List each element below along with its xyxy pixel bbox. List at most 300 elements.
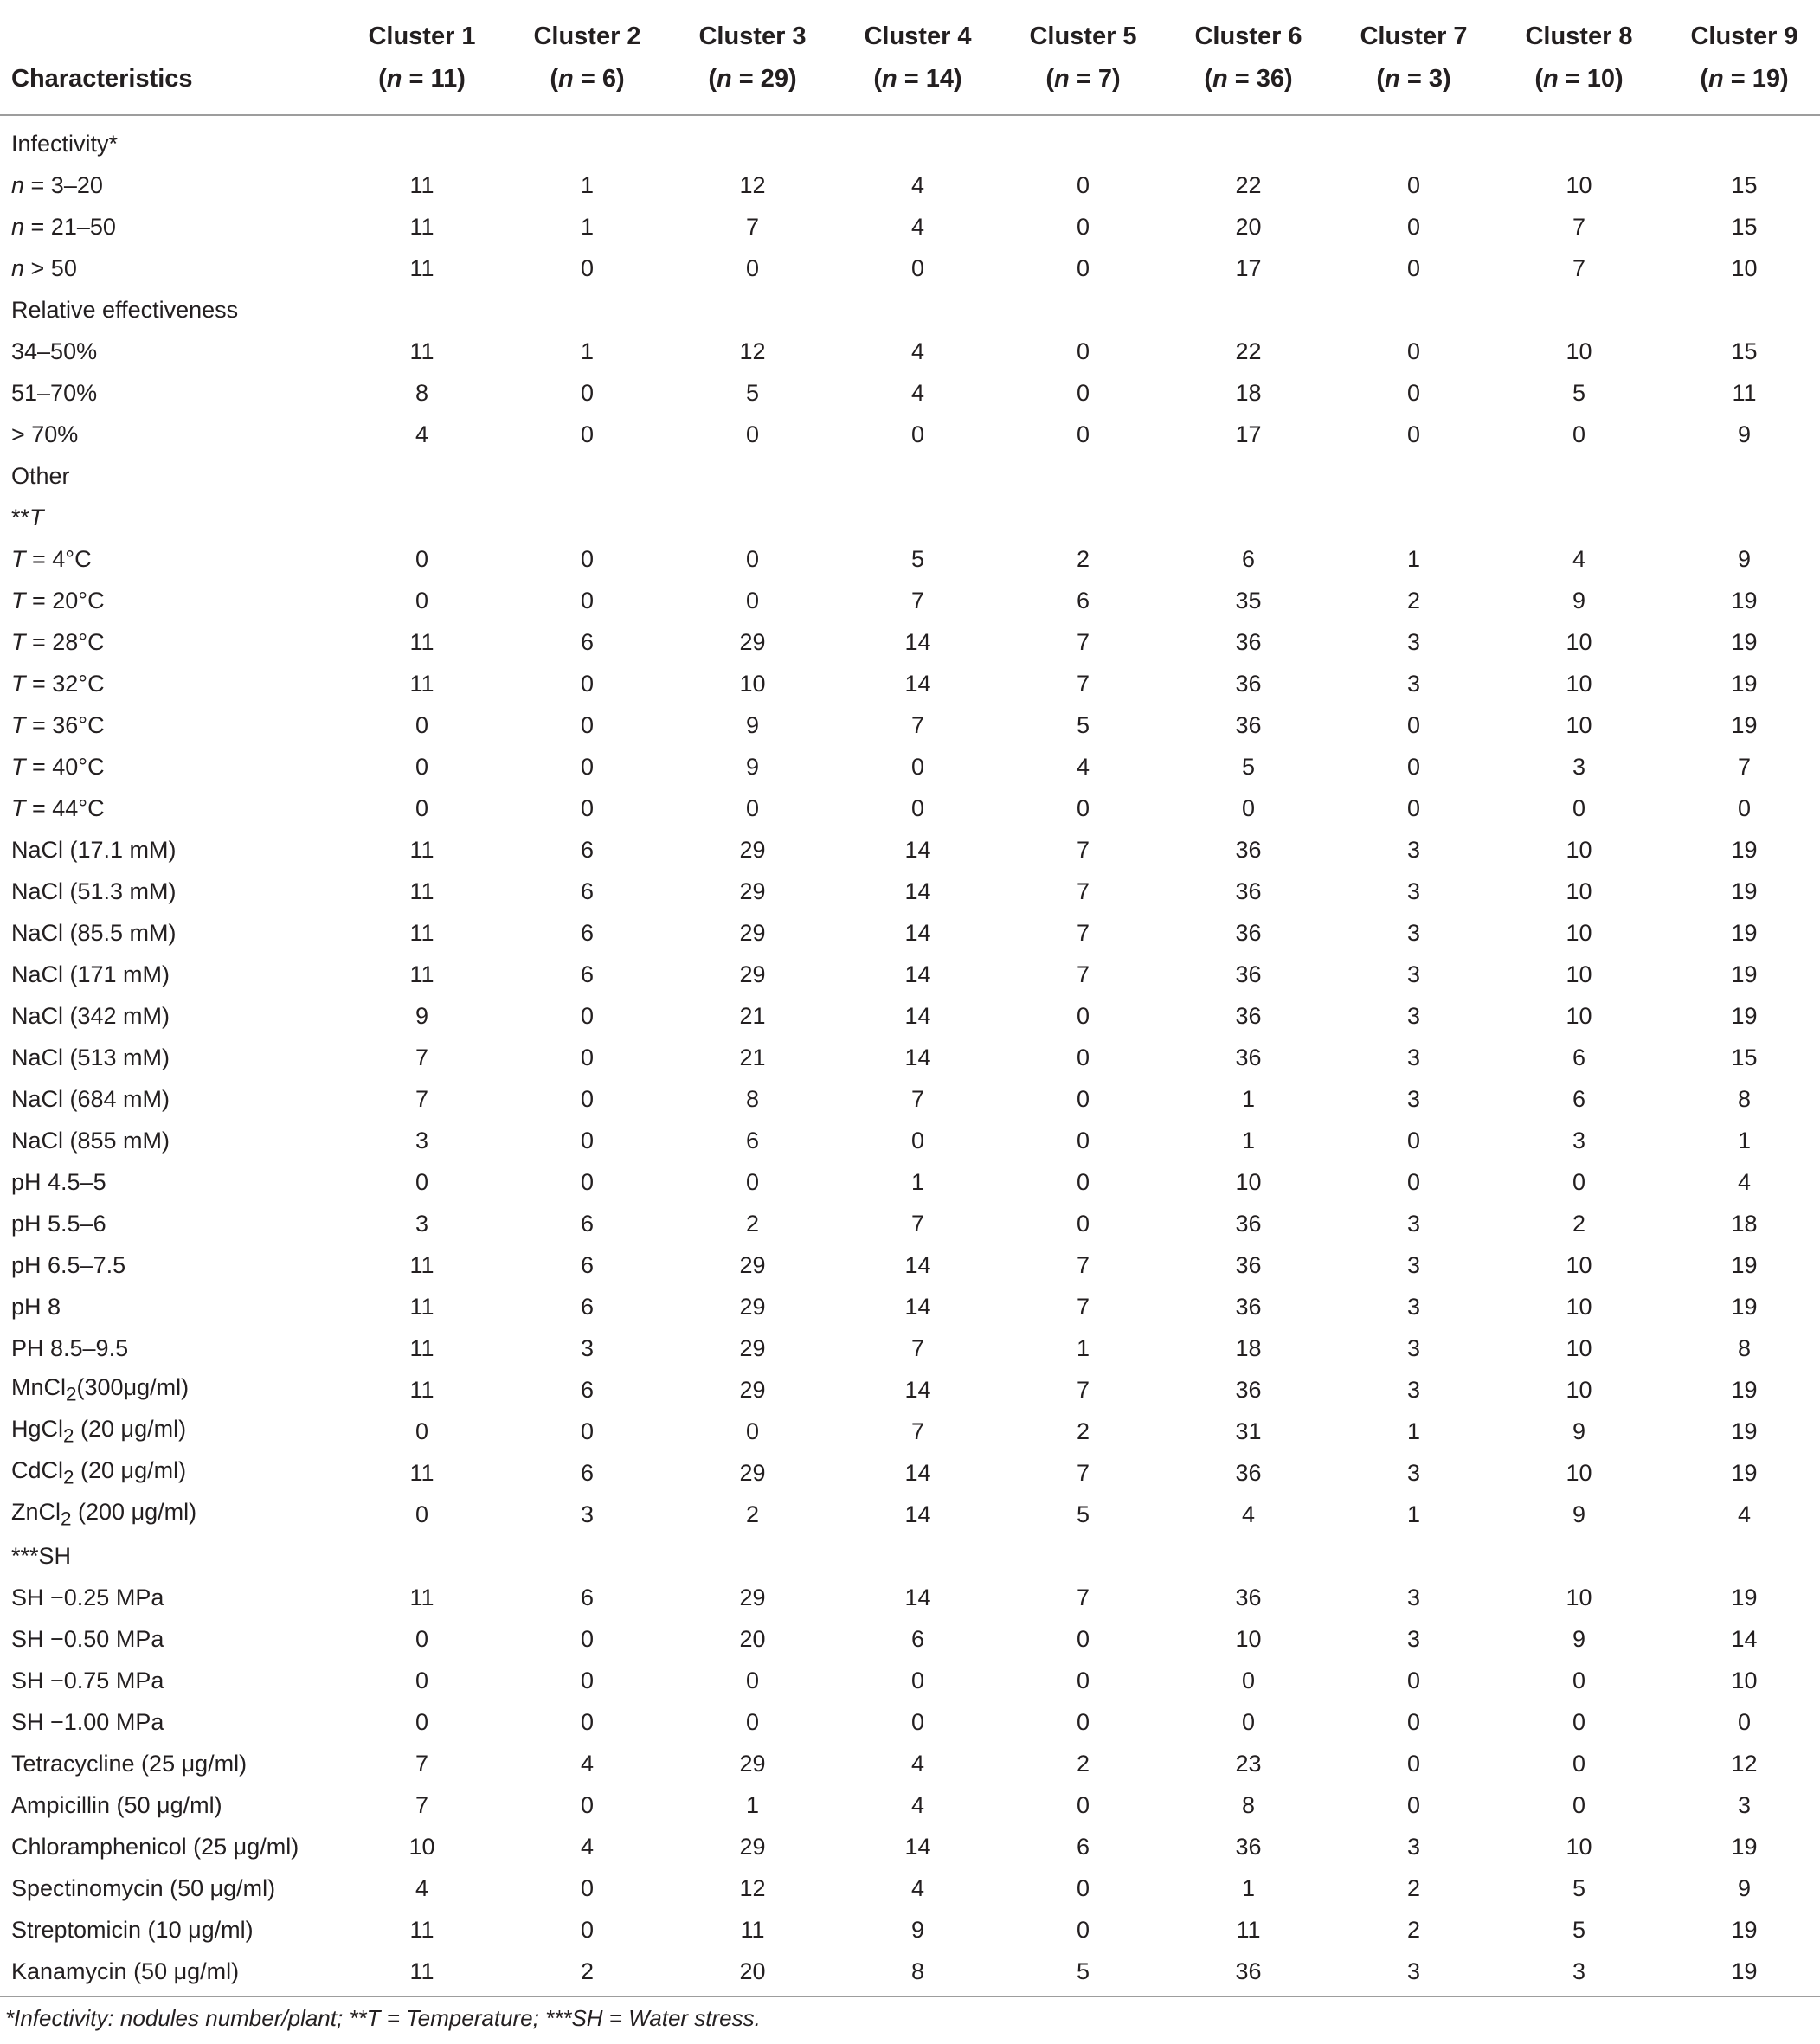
cell-cluster-9: 15 — [1731, 337, 1758, 364]
cell-cluster-2: 1 — [580, 171, 595, 198]
cell-cluster-9: 19 — [1731, 1002, 1758, 1029]
cell-cluster-3: 2 — [745, 1501, 760, 1527]
cell-cluster-7: 3 — [1406, 877, 1421, 904]
characteristics-header: Characteristics — [0, 58, 339, 115]
cell-cluster-8: 2 — [1572, 1210, 1586, 1237]
cell-cluster-4 — [835, 1535, 1000, 1577]
cell-cluster-2: 6 — [580, 1210, 595, 1237]
cell-cluster-8: 10 — [1566, 1334, 1592, 1361]
cell-cluster-8: 10 — [1566, 836, 1592, 863]
table-row — [0, 1452, 1820, 1494]
cell-cluster-9: 19 — [1731, 628, 1758, 655]
row-label: T = 44°C — [11, 794, 105, 821]
cell-cluster-4: 4 — [910, 171, 925, 198]
row-label: Chloramphenicol (25 μg/ml) — [11, 1833, 299, 1860]
cluster-header-3: Cluster 3 — [698, 22, 807, 50]
cell-cluster-8: 0 — [1572, 1750, 1586, 1777]
cell-cluster-7: 3 — [1406, 836, 1421, 863]
cell-cluster-8: 0 — [1572, 1168, 1586, 1195]
cluster-header-7: Cluster 7 — [1360, 22, 1468, 50]
cell-cluster-2: 6 — [580, 1293, 595, 1320]
cell-cluster-4: 4 — [910, 337, 925, 364]
cell-cluster-6: 4 — [1241, 1501, 1256, 1527]
cell-cluster-3: 0 — [745, 254, 760, 281]
cell-cluster-6: 36 — [1235, 919, 1262, 946]
cell-cluster-2: 0 — [580, 421, 595, 447]
cell-cluster-5: 7 — [1076, 1376, 1090, 1403]
cell-cluster-6: 36 — [1235, 711, 1262, 738]
cell-cluster-1: 11 — [409, 1251, 434, 1278]
cell-cluster-6: 36 — [1235, 1044, 1262, 1070]
cell-cluster-5: 0 — [1076, 1002, 1090, 1029]
cell-cluster-4: 4 — [910, 1791, 925, 1818]
cell-cluster-8: 9 — [1572, 1625, 1586, 1652]
cell-cluster-6: 10 — [1235, 1625, 1262, 1652]
cell-cluster-2: 0 — [580, 254, 595, 281]
cell-cluster-3: 1 — [745, 1791, 760, 1818]
table-row — [0, 1161, 1820, 1203]
cell-cluster-6: 36 — [1235, 877, 1262, 904]
cell-cluster-1: 7 — [415, 1750, 429, 1777]
table-header — [0, 0, 1820, 115]
cell-cluster-6: 36 — [1235, 1584, 1262, 1610]
cell-cluster-2 — [505, 497, 670, 538]
cell-cluster-7: 0 — [1406, 1127, 1421, 1154]
cell-cluster-9: 12 — [1731, 1750, 1758, 1777]
table-row — [0, 704, 1820, 746]
cell-cluster-1: 11 — [409, 337, 434, 364]
cell-cluster-7: 3 — [1406, 1459, 1421, 1486]
row-label: CdCl$_2$ (20 μg/ml) — [11, 1456, 187, 1488]
cell-cluster-6 — [1166, 497, 1331, 538]
cell-cluster-4 — [835, 289, 1000, 331]
row-label: Kanamycin (50 μg/ml) — [0, 1951, 339, 1996]
cell-cluster-9: 19 — [1731, 670, 1758, 697]
cell-cluster-7: 0 — [1406, 254, 1421, 281]
cell-cluster-3: 20 — [739, 1625, 766, 1652]
table-row — [0, 1411, 1820, 1452]
cell-cluster-5: 0 — [1076, 337, 1090, 364]
cell-cluster-4 — [835, 455, 1000, 497]
cell-cluster-8: 9 — [1572, 587, 1586, 614]
cell-cluster-1: 9 — [415, 1002, 429, 1029]
cluster-header-4: Cluster 4 — [864, 22, 972, 50]
cell-cluster-4: 14 — [904, 1002, 931, 1029]
table-row — [0, 1286, 1820, 1327]
table-row — [0, 954, 1820, 995]
cell-cluster-9: 0 — [1737, 794, 1752, 821]
cell-cluster-3: 20 — [670, 1951, 835, 1996]
cell-cluster-5: 0 — [1076, 1791, 1090, 1818]
cell-cluster-3: 29 — [739, 1750, 766, 1777]
cell-cluster-2: 0 — [580, 379, 595, 406]
cell-cluster-2: 0 — [580, 1002, 595, 1029]
cell-cluster-6: 17 — [1235, 254, 1262, 281]
cell-cluster-6: 35 — [1235, 587, 1262, 614]
cell-cluster-9: 19 — [1731, 836, 1758, 863]
table-body — [0, 115, 1820, 1996]
row-label: 51–70% — [11, 379, 98, 406]
cell-cluster-6: 1 — [1241, 1085, 1256, 1112]
cell-cluster-1: 11 — [409, 254, 434, 281]
row-label: Infectivity* — [11, 130, 119, 157]
cell-cluster-9: 15 — [1731, 213, 1758, 240]
row-label: pH 6.5–7.5 — [11, 1251, 126, 1278]
row-label: Ampicillin (50 μg/ml) — [11, 1791, 222, 1818]
cluster-header-9: Cluster 9 — [1690, 22, 1798, 50]
cell-cluster-6: 22 — [1235, 171, 1262, 198]
cell-cluster-9: 19 — [1731, 919, 1758, 946]
cell-cluster-8: 4 — [1572, 545, 1586, 572]
cell-cluster-4: 14 — [904, 1833, 931, 1860]
cell-cluster-9: 15 — [1731, 1044, 1758, 1070]
cluster-header-8: Cluster 8 — [1525, 22, 1633, 50]
cell-cluster-9 — [1662, 115, 1820, 164]
table-row — [0, 787, 1820, 829]
cell-cluster-3: 29 — [739, 1833, 766, 1860]
cell-cluster-5: 5 — [1076, 1501, 1090, 1527]
cell-cluster-8: 3 — [1496, 1951, 1662, 1996]
cell-cluster-3: 21 — [739, 1044, 766, 1070]
cell-cluster-1: 0 — [415, 1501, 429, 1527]
cell-cluster-5: 4 — [1076, 753, 1090, 780]
cell-cluster-2: 0 — [580, 1168, 595, 1195]
cell-cluster-3: 29 — [739, 877, 766, 904]
cell-cluster-3: 29 — [739, 1459, 766, 1486]
cell-cluster-5: 0 — [1076, 1127, 1090, 1154]
cell-cluster-5: 0 — [1076, 1874, 1090, 1901]
cell-cluster-2: 0 — [580, 794, 595, 821]
cell-cluster-4: 14 — [904, 1044, 931, 1070]
table-footnote: *Infectivity: nodules number/plant; **T = Temperature; ***SH = Water stress. — [5, 2005, 761, 2031]
section-heading-row — [0, 497, 1820, 538]
row-label: pH 4.5–5 — [11, 1168, 106, 1195]
cell-cluster-8: 5 — [1572, 1916, 1586, 1943]
cell-cluster-2: 6 — [580, 961, 595, 987]
cell-cluster-3 — [670, 1535, 835, 1577]
row-label: n > 50 — [11, 254, 77, 281]
cell-cluster-1: 0 — [415, 753, 429, 780]
cell-cluster-7: 0 — [1406, 753, 1421, 780]
cell-cluster-3: 7 — [745, 213, 760, 240]
row-label: SH −0.50 MPa — [11, 1625, 164, 1652]
cell-cluster-5: 0 — [1076, 379, 1090, 406]
row-label: **T — [11, 504, 44, 530]
cell-cluster-3: 29 — [739, 1251, 766, 1278]
cell-cluster-4: 0 — [910, 254, 925, 281]
row-label: HgCl$_2$ (20 μg/ml) — [11, 1415, 187, 1447]
cell-cluster-8: 10 — [1566, 670, 1592, 697]
cell-cluster-5: 0 — [1076, 1168, 1090, 1195]
cell-cluster-3: 2 — [745, 1210, 760, 1237]
table-row — [0, 1618, 1820, 1660]
cell-cluster-6: 0 — [1241, 1667, 1256, 1694]
cell-cluster-5: 7 — [1076, 1293, 1090, 1320]
header-row-cluster-sizes — [0, 58, 1820, 115]
cell-cluster-2: 0 — [580, 1791, 595, 1818]
cell-cluster-7 — [1331, 455, 1496, 497]
cell-cluster-1: 3 — [415, 1127, 429, 1154]
cell-cluster-4: 14 — [904, 1376, 931, 1403]
cell-cluster-2: 6 — [580, 1459, 595, 1486]
cell-cluster-6: 36 — [1235, 1251, 1262, 1278]
row-label: NaCl (855 mM) — [11, 1127, 170, 1154]
cell-cluster-3: 12 — [739, 337, 766, 364]
cell-cluster-2: 6 — [580, 1251, 595, 1278]
cell-cluster-9: 7 — [1737, 753, 1752, 780]
cell-cluster-1: 11 — [409, 171, 434, 198]
cell-cluster-2: 1 — [580, 213, 595, 240]
cell-cluster-1: 4 — [415, 1874, 429, 1901]
cell-cluster-9: 19 — [1731, 1376, 1758, 1403]
table-row — [0, 621, 1820, 663]
cell-cluster-5: 7 — [1076, 1459, 1090, 1486]
row-label: T = 20°C — [11, 587, 105, 614]
cell-cluster-1 — [339, 455, 505, 497]
cell-cluster-2: 2 — [505, 1951, 670, 1996]
cell-cluster-1: 7 — [415, 1085, 429, 1112]
cell-cluster-9: 15 — [1731, 171, 1758, 198]
cell-cluster-7: 1 — [1406, 1501, 1421, 1527]
cell-cluster-7: 0 — [1406, 1791, 1421, 1818]
cluster-size-1: (n = 11) — [339, 58, 505, 115]
table-row — [0, 414, 1820, 455]
cell-cluster-3: 29 — [739, 1376, 766, 1403]
table-row — [0, 206, 1820, 247]
cell-cluster-1: 0 — [415, 1417, 429, 1444]
cell-cluster-7 — [1331, 115, 1496, 164]
cell-cluster-6: 22 — [1235, 337, 1262, 364]
cell-cluster-1: 0 — [415, 1708, 429, 1735]
cell-cluster-4: 14 — [904, 961, 931, 987]
cell-cluster-4: 14 — [904, 919, 931, 946]
cell-cluster-3: 21 — [739, 1002, 766, 1029]
cell-cluster-2: 0 — [580, 711, 595, 738]
cell-cluster-6: 1 — [1241, 1874, 1256, 1901]
cell-cluster-6: 36 — [1235, 836, 1262, 863]
cell-cluster-3: 9 — [745, 753, 760, 780]
table-row — [0, 1784, 1820, 1826]
table-row — [0, 1120, 1820, 1161]
cell-cluster-9: 9 — [1737, 421, 1752, 447]
cluster-size-5: (n = 7) — [1000, 58, 1166, 115]
cell-cluster-2: 6 — [580, 836, 595, 863]
cell-cluster-5: 6 — [1076, 1833, 1090, 1860]
cell-cluster-7: 3 — [1406, 1044, 1421, 1070]
cell-cluster-1: 11 — [409, 628, 434, 655]
cell-cluster-7: 1 — [1406, 1417, 1421, 1444]
cell-cluster-8 — [1496, 1535, 1662, 1577]
section-heading-row — [0, 115, 1820, 164]
cell-cluster-3: 6 — [745, 1127, 760, 1154]
cell-cluster-4: 14 — [904, 628, 931, 655]
cell-cluster-2: 0 — [580, 545, 595, 572]
cell-cluster-3: 0 — [745, 421, 760, 447]
row-label: NaCl (684 mM) — [11, 1085, 170, 1112]
row-label: n = 21–50 — [11, 213, 116, 240]
cell-cluster-4: 7 — [910, 1210, 925, 1237]
cell-cluster-5 — [1000, 1535, 1166, 1577]
cell-cluster-8: 6 — [1572, 1044, 1586, 1070]
section-heading-row — [0, 289, 1820, 331]
cell-cluster-8: 7 — [1572, 213, 1586, 240]
cell-cluster-4: 0 — [910, 753, 925, 780]
cell-cluster-8: 0 — [1572, 421, 1586, 447]
cell-cluster-1: 11 — [409, 836, 434, 863]
table-row — [0, 829, 1820, 871]
cell-cluster-9: 19 — [1731, 1293, 1758, 1320]
cell-cluster-1: 0 — [415, 1625, 429, 1652]
cell-cluster-9: 8 — [1737, 1334, 1752, 1361]
cell-cluster-5: 0 — [1076, 171, 1090, 198]
cell-cluster-2: 0 — [580, 1708, 595, 1735]
cell-cluster-1: 0 — [415, 545, 429, 572]
cluster-size-9: (n = 19) — [1662, 58, 1820, 115]
cell-cluster-6: 8 — [1241, 1791, 1256, 1818]
cell-cluster-6: 36 — [1235, 1459, 1262, 1486]
cell-cluster-3: 12 — [739, 171, 766, 198]
cell-cluster-3: 9 — [745, 711, 760, 738]
cell-cluster-9 — [1662, 455, 1820, 497]
table-row — [0, 663, 1820, 704]
cluster-size-4: (n = 14) — [835, 58, 1000, 115]
row-label: NaCl (51.3 mM) — [11, 877, 177, 904]
cell-cluster-9: 19 — [1731, 587, 1758, 614]
cell-cluster-9: 19 — [1731, 1251, 1758, 1278]
row-label: T = 32°C — [11, 670, 105, 697]
table-row — [0, 1743, 1820, 1784]
cell-cluster-9: 14 — [1731, 1625, 1758, 1652]
cell-cluster-4: 7 — [910, 1334, 925, 1361]
cell-cluster-6 — [1166, 115, 1331, 164]
row-label: Tetracycline (25 μg/ml) — [11, 1750, 248, 1777]
cell-cluster-4: 4 — [910, 213, 925, 240]
cell-cluster-5: 0 — [1076, 1210, 1090, 1237]
table-row — [0, 1577, 1820, 1618]
row-label: pH 8 — [11, 1293, 61, 1320]
cell-cluster-1: 11 — [409, 1334, 434, 1361]
cell-cluster-2 — [505, 455, 670, 497]
cell-cluster-3: 0 — [745, 545, 760, 572]
cell-cluster-9: 19 — [1731, 1833, 1758, 1860]
table-row — [0, 1244, 1820, 1286]
section-heading-row — [0, 455, 1820, 497]
cell-cluster-5: 2 — [1076, 1417, 1090, 1444]
row-label: n = 3–20 — [11, 171, 103, 198]
cell-cluster-6: 20 — [1235, 213, 1262, 240]
table-row — [0, 746, 1820, 787]
table-row — [0, 1037, 1820, 1078]
cell-cluster-3: 29 — [739, 1293, 766, 1320]
table-row — [0, 164, 1820, 206]
cell-cluster-8: 3 — [1572, 753, 1586, 780]
cell-cluster-8 — [1496, 455, 1662, 497]
table-row — [0, 1909, 1820, 1951]
cell-cluster-7: 0 — [1406, 1667, 1421, 1694]
cell-cluster-4 — [835, 115, 1000, 164]
cell-cluster-2: 6 — [580, 919, 595, 946]
cell-cluster-9: 9 — [1737, 545, 1752, 572]
cell-cluster-4: 0 — [910, 1708, 925, 1735]
cell-cluster-7: 3 — [1406, 1334, 1421, 1361]
cell-cluster-9: 19 — [1731, 877, 1758, 904]
cell-cluster-5: 0 — [1076, 794, 1090, 821]
cell-cluster-1: 0 — [415, 794, 429, 821]
cell-cluster-1: 11 — [409, 961, 434, 987]
cell-cluster-1: 11 — [409, 1459, 434, 1486]
cell-cluster-1: 0 — [415, 1168, 429, 1195]
cell-cluster-7: 3 — [1406, 628, 1421, 655]
cell-cluster-5: 2 — [1076, 545, 1090, 572]
cell-cluster-4: 0 — [910, 421, 925, 447]
cell-cluster-3: 29 — [739, 836, 766, 863]
cluster-size-6: (n = 36) — [1166, 58, 1331, 115]
cell-cluster-4 — [835, 497, 1000, 538]
cell-cluster-1: 0 — [415, 1667, 429, 1694]
cell-cluster-2 — [505, 1535, 670, 1577]
cell-cluster-8: 10 — [1566, 1376, 1592, 1403]
cell-cluster-6: 31 — [1235, 1417, 1262, 1444]
cell-cluster-9: 4 — [1737, 1501, 1752, 1527]
cell-cluster-4: 7 — [910, 711, 925, 738]
cell-cluster-6: 36 — [1235, 1002, 1262, 1029]
cluster-header-2: Cluster 2 — [533, 22, 641, 50]
cell-cluster-4: 14 — [904, 877, 931, 904]
cell-cluster-8: 6 — [1572, 1085, 1586, 1112]
cell-cluster-3 — [670, 497, 835, 538]
cell-cluster-5: 5 — [1000, 1951, 1166, 1996]
cell-cluster-7: 0 — [1406, 1750, 1421, 1777]
cell-cluster-7: 3 — [1406, 1293, 1421, 1320]
row-label: T = 40°C — [11, 753, 105, 780]
cell-cluster-7: 1 — [1406, 545, 1421, 572]
cell-cluster-1: 8 — [415, 379, 429, 406]
cell-cluster-1: 11 — [409, 1584, 434, 1610]
table-row — [0, 1327, 1820, 1369]
table-row — [0, 247, 1820, 289]
cell-cluster-6: 36 — [1235, 1376, 1262, 1403]
cell-cluster-8: 10 — [1566, 711, 1592, 738]
cell-cluster-9: 19 — [1731, 1916, 1758, 1943]
table-row — [0, 1867, 1820, 1909]
row-label: NaCl (17.1 mM) — [11, 836, 177, 863]
table-row — [0, 1660, 1820, 1701]
table-row — [0, 912, 1820, 954]
cell-cluster-9: 19 — [1731, 711, 1758, 738]
cell-cluster-7: 3 — [1406, 1085, 1421, 1112]
cell-cluster-3 — [670, 115, 835, 164]
cell-cluster-6: 18 — [1235, 1334, 1262, 1361]
cell-cluster-3 — [670, 289, 835, 331]
cell-cluster-7: 3 — [1406, 1210, 1421, 1237]
cell-cluster-6: 11 — [1236, 1916, 1261, 1943]
row-label: NaCl (342 mM) — [11, 1002, 170, 1029]
row-label: NaCl (513 mM) — [11, 1044, 170, 1070]
cell-cluster-5: 7 — [1076, 670, 1090, 697]
cell-cluster-7: 0 — [1406, 794, 1421, 821]
cell-cluster-7: 2 — [1406, 1916, 1421, 1943]
cell-cluster-6: 0 — [1241, 794, 1256, 821]
row-label: ZnCl$_2$ (200 μg/ml) — [11, 1498, 197, 1530]
cell-cluster-9: 10 — [1731, 1667, 1758, 1694]
cell-cluster-5: 1 — [1076, 1334, 1090, 1361]
cell-cluster-4: 6 — [910, 1625, 925, 1652]
cell-cluster-2: 3 — [580, 1334, 595, 1361]
cell-cluster-5: 5 — [1076, 711, 1090, 738]
cell-cluster-5: 7 — [1076, 1584, 1090, 1610]
cell-cluster-3: 29 — [739, 1584, 766, 1610]
cell-cluster-5: 0 — [1076, 1916, 1090, 1943]
